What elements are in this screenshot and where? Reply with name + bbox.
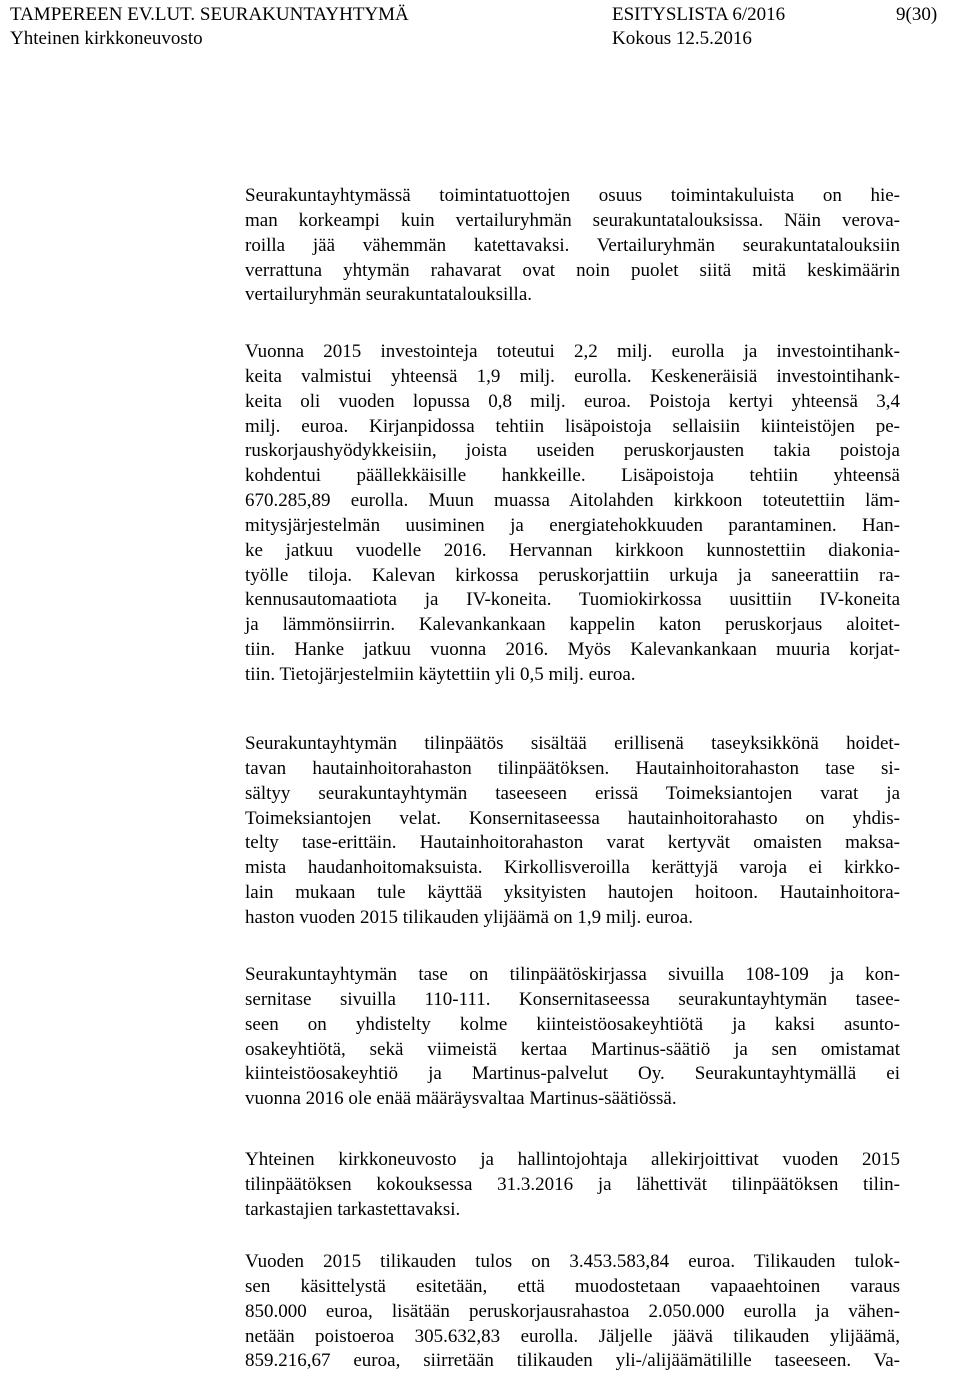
text-line: Yhteinen kirkkoneuvosto ja hallintojohtaja allekirjoittivat vuoden 2015 [245, 1149, 900, 1170]
paragraph-result [245, 1250, 900, 1374]
text-line: 670.285,89 eurolla. Muun muassa Aitolahden kirkkoon toteutettiin läm- [245, 490, 900, 512]
text-line: man korkeampi kuin vertailuryhmän seurakuntatalouksissa. Näin verova- [245, 209, 900, 231]
header-meeting: Kokous 12.5.2016 [612, 28, 752, 49]
text-line: 850.000 euroa, lisätään peruskorjausrahastoa 2.050.000 eurolla ja vähen- [245, 1300, 900, 1322]
text-line: kohdentui päällekkäisille hankkeille. Lisäpoistoja tehtiin yhteensä [245, 465, 900, 487]
text-line: tilinpäätöksen kokouksessa 31.3.2016 ja lähettivät tilinpäätöksen tilin- [245, 1173, 900, 1195]
paragraph-revenue-share [245, 184, 900, 308]
text-line: 859.216,67 euroa, siirretään tilikauden yli-/alijäämätilille taseeseen. Va- [245, 1350, 900, 1372]
text-line: tavan hautainhoitorahaston tilinpäätöksen. Hautainhoitorahaston tase si- [245, 757, 900, 779]
text-line: sältyy seurakuntayhtymän taseeseen erissä Toimeksiantojen varat ja [245, 782, 900, 804]
text-line: kennusautomaatiota ja IV-koneita. Tuomiokirkossa uusittiin IV-koneita [245, 589, 900, 611]
text-line: Vuoden 2015 tilikauden tulos on 3.453.583,84 euroa. Tilikauden tulok- [245, 1251, 900, 1272]
paragraph-signing [245, 1148, 900, 1223]
header-agenda: ESITYSLISTA 6/2016 [612, 4, 786, 25]
text-line: keita valmistui yhteensä 1,9 milj. eurolla. Keskeneräisiä investointihank- [245, 365, 900, 387]
text-line: tarkastajien tarkastettavaksi. [245, 1198, 461, 1220]
text-line: netään poistoeroa 305.632,83 eurolla. Jäljelle jäävä tilikauden ylijäämä, [245, 1325, 900, 1347]
text-line: vuonna 2016 ole enää määräysvaltaa Martinus-säätiössä. [245, 1088, 677, 1110]
header-body-name: Yhteinen kirkkoneuvosto [10, 28, 203, 49]
text-line: Seurakuntayhtymän tase on tilinpäätöskirjassa sivuilla 108-109 ja kon- [245, 964, 900, 985]
text-line: seen on yhdistelty kolme kiinteistöosakeyhtiötä ja kaksi asunto- [245, 1013, 900, 1035]
text-line: vertailuryhmän seurakuntatalouksilla. [245, 284, 533, 306]
text-line: työlle tiloja. Kalevan kirkossa peruskorjattiin urkuja ja saneerattiin ra- [245, 564, 900, 586]
text-line: osakeyhtiötä, sekä viimeistä kertaa Martinus-säätiö ja sen omistamat [245, 1038, 900, 1060]
paragraph-grave-care-fund [245, 732, 900, 931]
text-line: ke jatkuu vuodelle 2016. Hervannan kirkkoon kunnostettiin diakonia- [245, 539, 900, 561]
header-page-number: 9(30) [896, 4, 938, 25]
text-line: milj. euroa. Kirjanpidossa tehtiin lisäpoistoja sellaisiin kiinteistöjen pe- [245, 415, 900, 437]
text-line: lain mukaan tule käyttää yksityisten hautojen hoitoon. Hautainhoitora- [245, 882, 900, 904]
text-line: tiin. Tietojärjestelmiin käytettiin yli 0,5 milj. euroa. [245, 663, 636, 685]
text-line: keita oli vuoden lopussa 0,8 milj. euroa. Poistoja kertyi yhteensä 3,4 [245, 390, 900, 412]
paragraph-investments [245, 340, 900, 688]
text-line: ruskorjaushyödykkeisiin, joista useiden peruskorjausten takia poistoja [245, 440, 900, 462]
text-line: Vuonna 2015 investointeja toteutui 2,2 milj. eurolla ja investointihank- [245, 341, 900, 362]
text-line: kiinteistöosakeyhtiö ja Martinus-palvelut Oy. Seurakuntayhtymällä ei [245, 1063, 900, 1085]
text-line: Seurakuntayhtymän tilinpäätös sisältää erillisenä taseyksikkönä hoidet- [245, 733, 900, 754]
text-line: verrattuna yhtymän rahavarat ovat noin puolet siitä mitä keskimäärin [245, 259, 900, 281]
text-line: haston vuoden 2015 tilikauden ylijäämä on 1,9 milj. euroa. [245, 906, 693, 928]
text-line: mitysjärjestelmän uusiminen ja energiatehokkuuden parantaminen. Han- [245, 514, 900, 536]
text-line: ja lämmönsiirrin. Kalevankankaan kappelin katon peruskorjaus aloitet- [245, 614, 900, 636]
text-line: sernitase sivuilla 110-111. Konsernitaseessa seurakuntayhtymän tasee- [245, 988, 900, 1010]
text-line: roilla jää vähemmän katettavaksi. Vertailuryhmän seurakuntatalouksiin [245, 234, 900, 256]
text-line: Seurakuntayhtymässä toimintatuottojen osuus toimintakuluista on hie- [245, 185, 900, 206]
paragraph-balance-sheet [245, 963, 900, 1112]
header-organization: TAMPEREEN EV.LUT. SEURAKUNTAYHTYMÄ [10, 4, 409, 25]
text-line: Toimeksiantojen velat. Konsernitaseessa hautainhoitorahasto on yhdis- [245, 807, 900, 829]
text-line: telty tase-erittäin. Hautainhoitorahaston varat kertyvät omaisten maksa- [245, 832, 900, 854]
text-line: tiin. Hanke jatkuu vuonna 2016. Myös Kalevankankaan muuria korjat- [245, 639, 900, 661]
text-line: sen käsittelystä esitetään, että muodostetaan vapaaehtoinen varaus [245, 1275, 900, 1297]
text-line: mista haudanhoitomaksuista. Kirkollisveroilla kerättyjä varoja ei kirkko- [245, 857, 900, 879]
